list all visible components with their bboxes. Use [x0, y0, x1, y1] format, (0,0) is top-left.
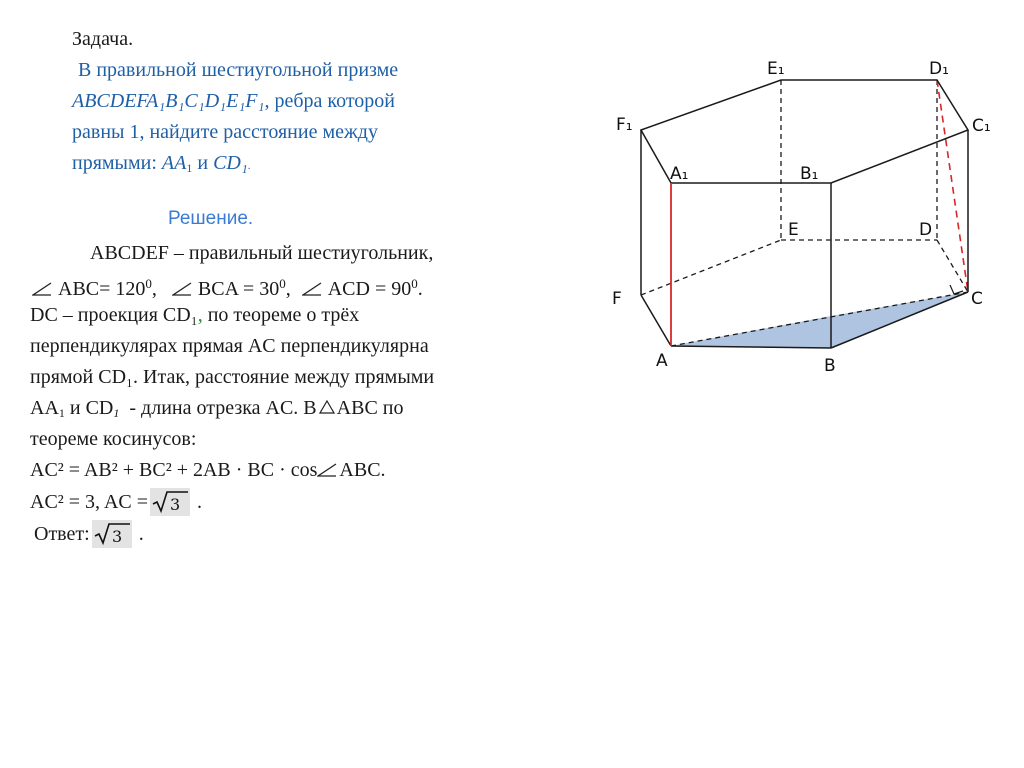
degree-mark: 0	[279, 276, 286, 291]
l6-cd-sub: 1	[113, 406, 120, 420]
line-aa-sub: 1	[186, 161, 193, 175]
edge-ef	[641, 240, 781, 295]
solution-line-5: прямой CD₁. Итак, расстояние между прямыми	[30, 366, 435, 388]
angle-acd: ACD = 90	[327, 278, 412, 300]
l6-aa: AA	[30, 397, 59, 419]
problem-line-4: прямыми: $AA_1$ и CD₁.	[72, 152, 251, 175]
edge-fa	[641, 295, 671, 346]
l6-rest: - длина отрезка AC. В	[129, 397, 317, 419]
solution-line-3: DC – проекция CD₁, по теореме о трёх	[30, 304, 360, 326]
prism-name: ABCDEFA₁B₁C₁D₁E₁F₁	[72, 90, 265, 112]
solution-line-7: теореме косинусов:	[30, 428, 197, 450]
label-d: D	[919, 220, 933, 240]
comma: ,	[285, 278, 291, 300]
problem-line-1: В правильной шестиугольной призме	[78, 59, 399, 81]
answer-label: Ответ:	[34, 523, 90, 545]
degree-mark: 0	[411, 276, 418, 291]
ac-result: AC² = 3, AC =	[30, 491, 149, 513]
label-f1: F₁	[616, 115, 633, 135]
problem-line-2-rest: , ребра которой	[264, 90, 395, 112]
problem-and: и	[197, 152, 209, 174]
period: .	[417, 278, 423, 300]
solution-heading: Решение.	[168, 208, 254, 229]
line-aa: AA	[161, 152, 187, 174]
problem-line-3: равны 1, найдите расстояние между	[72, 121, 378, 143]
l6-and: и CD	[69, 397, 114, 419]
degree-mark: 0	[145, 276, 152, 291]
three-perp-text: по теореме о трёх	[207, 304, 360, 326]
label-a1: A₁	[670, 164, 689, 184]
label-a: A	[656, 351, 668, 371]
l6-abc: ABC по	[336, 397, 404, 419]
segment-cd1	[937, 80, 968, 292]
svg-text:3: 3	[170, 495, 181, 514]
right-angle-mark	[950, 285, 963, 294]
cosine-law: AC² = AB² + BC² + 2AB · BC · cos	[30, 459, 318, 481]
cosine-law-angle: ABC.	[339, 459, 386, 481]
projection-text: DC – проекция CD₁	[30, 304, 198, 326]
solution-line-1: ABCDEF – правильный шестиугольник,	[90, 242, 434, 264]
solution-line-4: перпендикулярах прямая AC перпендикулярна	[30, 335, 429, 357]
label-b1: B₁	[800, 164, 819, 184]
svg-text:3: 3	[111, 527, 122, 546]
edge-dc	[937, 240, 968, 292]
label-f: F	[612, 289, 622, 309]
solution-line-9: AC² = 3, AC = 3 .	[30, 488, 202, 516]
problem-line-4-prefix: прямыми:	[72, 152, 157, 174]
angle-abc: ABC= 120	[58, 278, 146, 300]
l6-aa-sub: 1	[58, 406, 65, 420]
problem-title: Задача.	[72, 28, 134, 50]
label-c: C	[971, 289, 983, 309]
comma: ,	[151, 278, 157, 300]
angle-bca: BCA = 30	[197, 278, 280, 300]
label-e1: E₁	[767, 59, 785, 79]
label-e: E	[788, 220, 799, 240]
label-b: B	[824, 356, 836, 376]
line-cd1: CD₁	[213, 152, 248, 174]
label-c1: C₁	[972, 116, 991, 136]
answer-line: Ответ: 3 .	[34, 520, 144, 548]
label-d1: D₁	[929, 59, 949, 79]
